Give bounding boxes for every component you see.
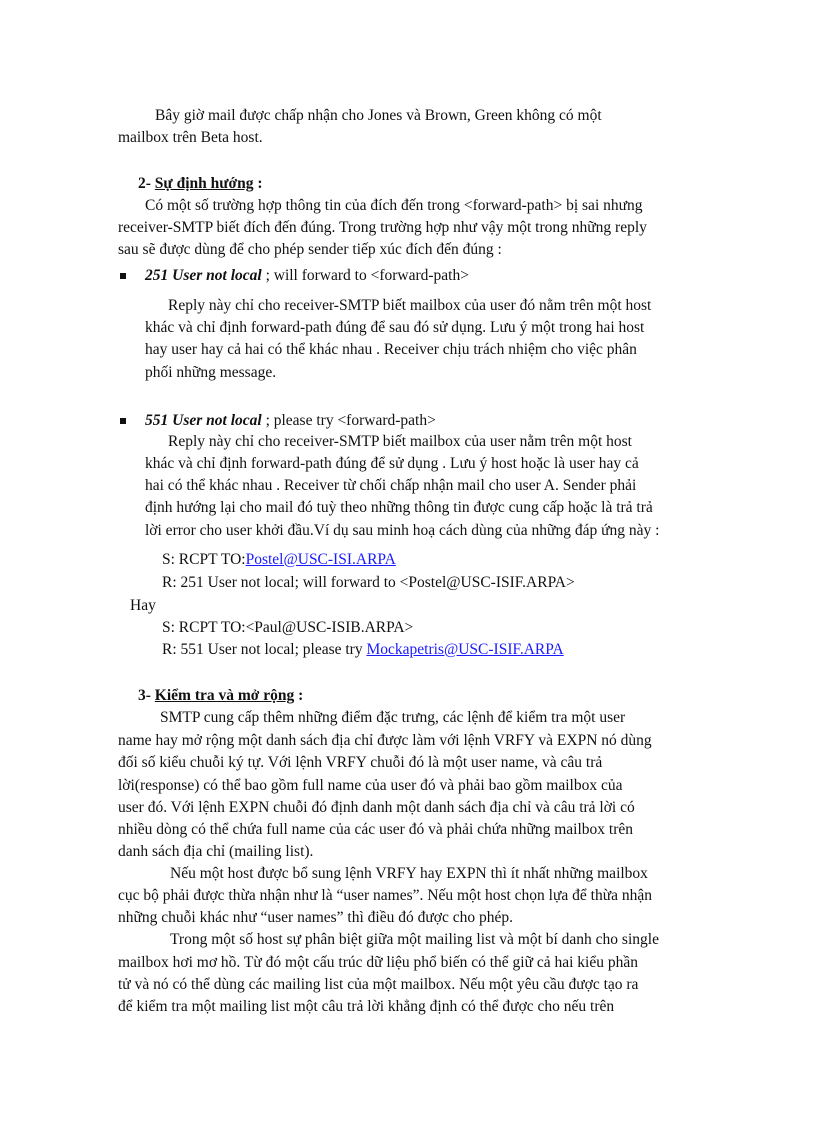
section-3-line-7: danh sách địa chỉ (mailing list). xyxy=(118,843,314,860)
section-3-heading xyxy=(138,686,303,706)
mockapetris-email-link[interactable]: Mockapetris@USC-ISIF.ARPA xyxy=(366,641,564,658)
section-2-para-line-3: sau sẽ được dùng để cho phép sender tiếp xúc đích đến đúng : xyxy=(118,241,502,258)
item-251-rest: ; will forward to <forward-path> xyxy=(261,267,469,284)
example-line-s2: S: RCPT TO:<Paul@USC-ISIB.ARPA> xyxy=(162,619,414,636)
item-251-desc-line-1: Reply này chỉ cho receiver-SMTP biết mailbox của user đó nằm trên một host xyxy=(168,297,652,314)
item-551-desc-line-5: lời error cho user khởi đầu.Ví dụ sau minh hoạ cách dùng của những đáp ứng này : xyxy=(145,522,660,539)
section-3-line-5: user đó. Với lệnh EXPN chuỗi đó định danh một danh sách địa chỉ và câu trả lời có xyxy=(118,799,635,816)
section-3-line-11: Trong một số host sự phân biệt giữa một mailing list và một bí danh cho single xyxy=(170,931,659,948)
intro-line-1: Bây giờ mail được chấp nhận cho Jones và Brown, Green không có một xyxy=(155,107,602,124)
section-3-title: Kiểm tra và mở rộng xyxy=(154,687,295,704)
section-3-number: 3- xyxy=(138,687,155,704)
section-3-line-1: SMTP cung cấp thêm những điểm đặc trưng, các lệnh để kiểm tra một user xyxy=(160,709,626,726)
item-551-desc-line-1: Reply này chỉ cho receiver-SMTP biết mailbox của user nằm trên một host xyxy=(168,433,632,450)
example-r2-prefix: R: 551 User not local; please try xyxy=(162,641,367,658)
section-3-line-13: tử và nó có thể dùng các mailing list của một mailbox. Nếu một yêu cầu được tạo ra xyxy=(118,976,639,993)
section-3-line-10: những chuỗi khác như “user names” thì điều đó được cho phép. xyxy=(118,909,513,926)
example-line-s1 xyxy=(162,550,396,570)
section-2-colon: : xyxy=(253,175,263,192)
example-line-r1: R: 251 User not local; will forward to <Postel@USC-ISIF.ARPA> xyxy=(162,574,575,591)
section-3-line-9: cục bộ phải được thừa nhận như là “user names”. Nếu một host chọn lựa để thừa nhận xyxy=(118,887,652,904)
item-251-desc-line-3: hay user hay cả hai có thể khác nhau . Receiver chịu trách nhiệm cho việc phân xyxy=(145,341,637,358)
bullet-icon xyxy=(120,418,126,424)
item-251-code: 251 User not local xyxy=(145,267,262,284)
section-3-line-8: Nếu một host được bổ sung lệnh VRFY hay EXPN thì ít nhất những mailbox xyxy=(170,865,648,882)
item-551-rest: ; please try <forward-path> xyxy=(261,412,436,429)
section-2-number: 2- xyxy=(138,175,155,192)
intro-line-2: mailbox trên Beta host. xyxy=(118,129,263,146)
bullet-icon xyxy=(120,273,126,279)
postel-email-link[interactable]: Postel@USC-ISI.ARPA xyxy=(245,551,396,568)
section-3-colon: : xyxy=(294,687,304,704)
section-3-line-14: để kiểm tra một mailing list một câu trả lời khẳng định có thể được cho nếu trên xyxy=(118,998,615,1015)
item-551-desc-line-4: định hướng lại cho mail đó tuỳ theo những thông tin được cung cấp hoặc là trả trả xyxy=(145,499,653,516)
section-2-para-line-2: receiver-SMTP biết đích đến đúng. Trong trường hợp như vậy một trong những reply xyxy=(118,219,647,236)
section-3-line-4: lời(response) có thể bao gồm full name của user đó và phải bao gồm mailbox của xyxy=(118,777,623,794)
example-hay: Hay xyxy=(130,597,156,614)
section-3-line-12: mailbox hơi mơ hồ. Từ đó một cấu trúc dữ liệu phổ biến có thể giữ cả hai kiểu phần xyxy=(118,954,638,971)
item-251-desc-line-4: phối những message. xyxy=(145,364,277,381)
item-551-code: 551 User not local xyxy=(145,412,262,429)
item-551-heading xyxy=(145,411,436,431)
section-2-heading xyxy=(138,174,263,194)
example-s1-prefix: S: RCPT TO: xyxy=(162,551,246,568)
item-251-heading xyxy=(145,266,469,286)
section-3-line-2: name hay mở rộng một danh sách địa chỉ được làm với lệnh VRFY và EXPN nó dùng xyxy=(118,732,652,749)
item-251-desc-line-2: khác và chỉ định forward-path đúng để sau đó sử dụng. Lưu ý một trong hai host xyxy=(145,319,645,336)
section-2-title: Sự định hướng xyxy=(154,175,254,192)
section-2-para-line-1: Có một số trường hợp thông tin của đích đến trong <forward-path> bị sai nhưng xyxy=(145,197,643,214)
item-551-desc-line-2: khác và chỉ định forward-path đúng để sử dụng . Lưu ý host hoặc là user hay cả xyxy=(145,455,639,472)
example-line-r2 xyxy=(162,640,564,660)
section-3-line-6: nhiều dòng có thể chứa full name của các user đó và phải chứa những mailbox trên xyxy=(118,821,633,838)
section-3-line-3: đối số kiểu chuỗi ký tự. Với lệnh VRFY chuỗi đó là một user name, và câu trả xyxy=(118,754,603,771)
item-551-desc-line-3: hai có thể khác nhau . Receiver từ chối chấp nhận mail cho user A. Sender phải xyxy=(145,477,637,494)
